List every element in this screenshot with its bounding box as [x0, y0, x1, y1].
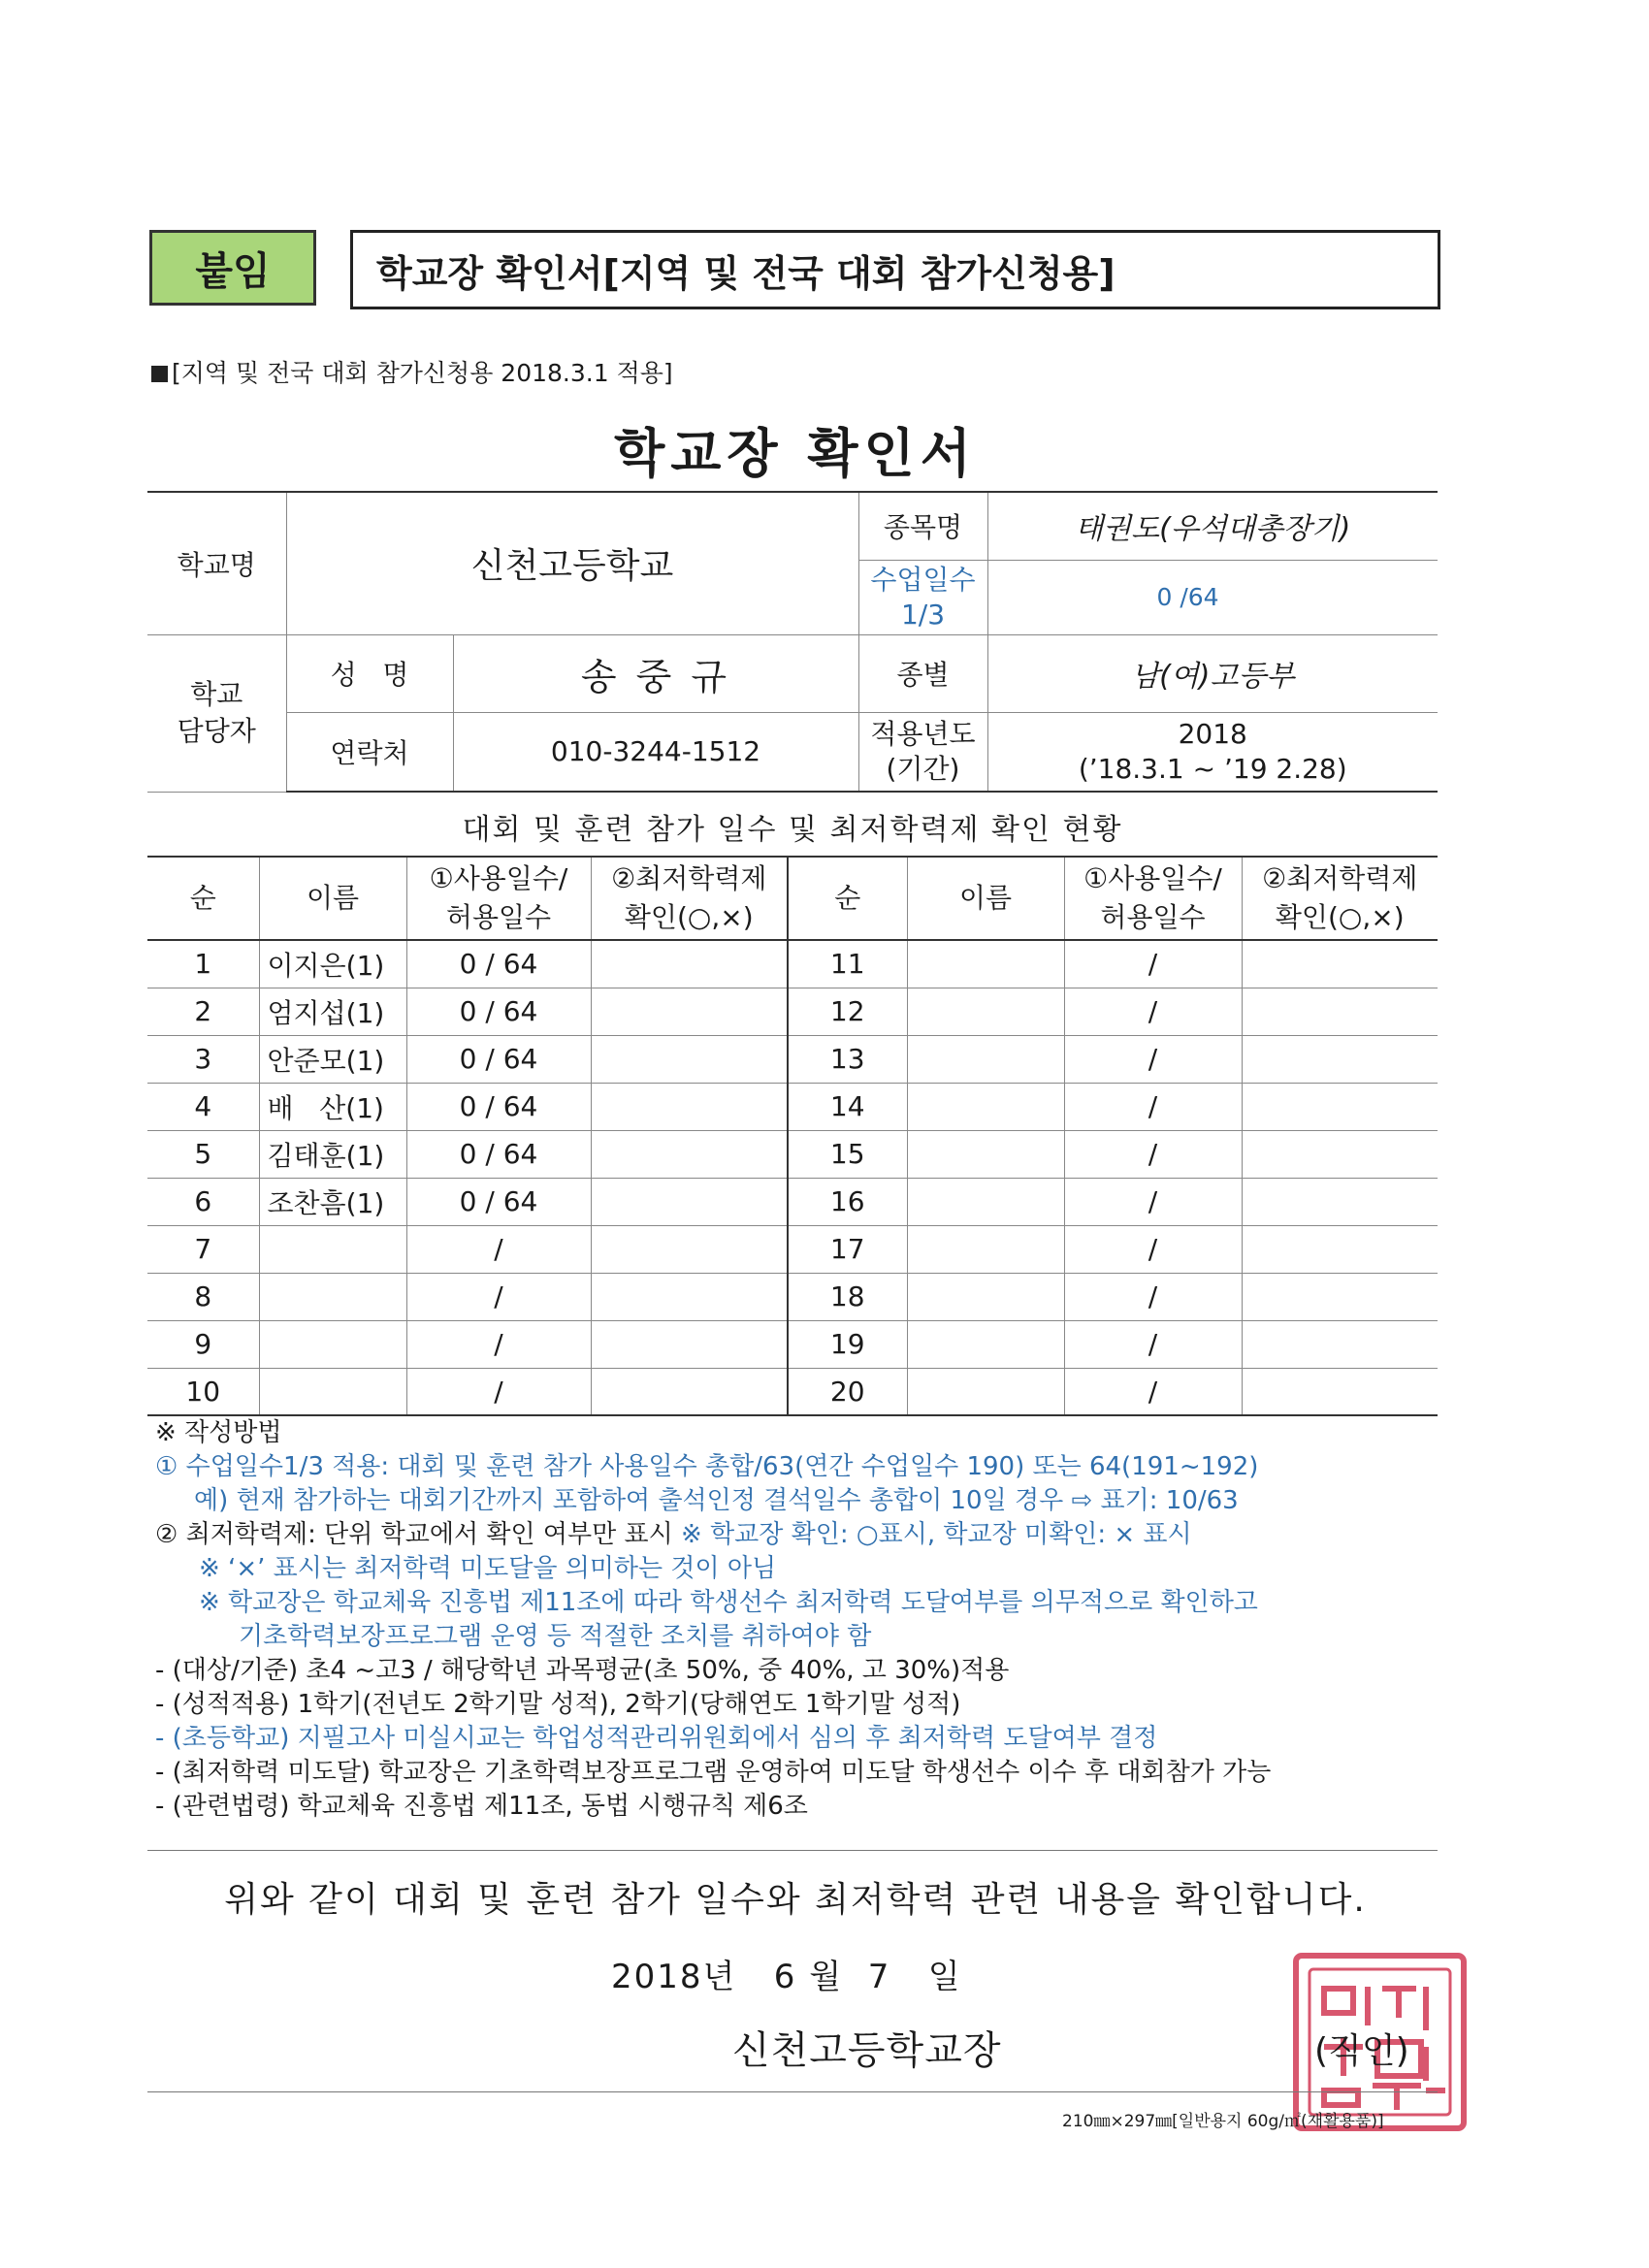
- divider-bottom: [147, 2091, 1438, 2092]
- row-days: 0 / 64: [406, 1035, 591, 1083]
- row-order: 1: [147, 940, 259, 988]
- row-name: 엄지섭(1): [259, 988, 406, 1035]
- manager-name-label: 성 명: [286, 634, 453, 712]
- row-name: [259, 1368, 406, 1415]
- row-check: [591, 1320, 788, 1368]
- row-order-right: 12: [788, 988, 907, 1035]
- sport-label: 종목명: [858, 492, 987, 560]
- header-check-line2: 확인(○,×): [624, 901, 754, 933]
- row-name-right: [907, 1035, 1064, 1083]
- row-days-right: /: [1064, 1130, 1242, 1178]
- row-name: [259, 1225, 406, 1273]
- row-name-right: [907, 1273, 1064, 1320]
- rule-unmet: - (최저학력 미도달) 학교장은 기초학력보장프로그램 운영하여 미도달 학생선수 이수 후 대회참가 가능: [155, 1758, 1272, 1787]
- row-check-right: [1242, 1225, 1438, 1273]
- row-days-right: /: [1064, 1320, 1242, 1368]
- row-days: /: [406, 1320, 591, 1368]
- row-name-right: [907, 940, 1064, 988]
- row-days-right: /: [1064, 1035, 1242, 1083]
- row-days: /: [406, 1368, 591, 1415]
- class-days-value: 0 /64: [987, 560, 1438, 634]
- year-value-line2: (’18.3.1 ~ ’19 2.28): [1078, 752, 1347, 785]
- manager-label: [147, 634, 286, 792]
- instructions-title: ※ 작성방법: [155, 1418, 282, 1447]
- manager-label-line1: 학교: [190, 678, 243, 710]
- row-name-right: [907, 1083, 1064, 1130]
- square-bullet-icon: [151, 366, 168, 382]
- row-name: 배 산(1): [259, 1083, 406, 1130]
- row-days-right: /: [1064, 1178, 1242, 1225]
- header-name-right: 이름: [907, 857, 1064, 940]
- seal-label: (직인): [1314, 2031, 1409, 2071]
- header-order-right: 순: [788, 857, 907, 940]
- participants-table: [147, 856, 1438, 1416]
- rule-target: - (대상/기준) 초4 ~고3 / 해당학년 과목평균(초 50%, 중 40%, 고 30%)적용: [155, 1656, 1010, 1685]
- header-days-right-line1: ①사용일수/: [1083, 862, 1222, 894]
- header-days-right-line2: 허용일수: [1100, 901, 1206, 933]
- header-days-line1: ①사용일수/: [429, 862, 568, 894]
- header-check: [591, 857, 788, 940]
- school-info-table: [147, 491, 1438, 793]
- instruction-2-note: ※ 학교장 확인: ○표시, 학교장 미확인: × 표시: [681, 1520, 1192, 1549]
- header-check-right-line2: 확인(○,×): [1275, 901, 1405, 933]
- instruction-1: ① 수업일수1/3 적용: 대회 및 훈련 참가 사용일수 총합/63(연간 수업일수 190) 또는 64(191~192): [155, 1452, 1259, 1481]
- confirmation-statement: 위와 같이 대회 및 훈련 참가 일수와 최저학력 관련 내용을 확인합니다.: [224, 1880, 1367, 1920]
- row-name-right: [907, 1320, 1064, 1368]
- attachment-label: 붙임: [149, 230, 316, 306]
- row-days-right: /: [1064, 988, 1242, 1035]
- row-order-right: 13: [788, 1035, 907, 1083]
- header-order: 순: [147, 857, 259, 940]
- table-row: [147, 1083, 1438, 1130]
- table-row: [147, 988, 1438, 1035]
- row-name: [259, 1273, 406, 1320]
- header-days: [406, 857, 591, 940]
- rule-law: - (관련법령) 학교체육 진흥법 제11조, 동법 시행규칙 제6조: [155, 1792, 808, 1821]
- instruction-1-example: 예) 현재 참가하는 대회기간까지 포함하여 출석인정 결석일수 총합이 10일 경우 ⇨ 표기: 10/63: [194, 1486, 1239, 1515]
- issue-date: 2018년 6 월 7 일: [611, 1958, 962, 1996]
- row-name: 이지은(1): [259, 940, 406, 988]
- instructions: [155, 1416, 1455, 1824]
- row-name-right: [907, 1368, 1064, 1415]
- row-check-right: [1242, 1178, 1438, 1225]
- principal-signature: 신천고등학교장: [732, 2028, 1002, 2073]
- applicability-note: [151, 354, 673, 389]
- table-row: [147, 1320, 1438, 1368]
- row-days-right: /: [1064, 1273, 1242, 1320]
- header-title: 학교장 확인서[지역 및 전국 대회 참가신청용]: [350, 230, 1440, 309]
- row-check: [591, 1083, 788, 1130]
- header-days-right: [1064, 857, 1242, 940]
- row-check-right: [1242, 1320, 1438, 1368]
- table-row: [147, 1225, 1438, 1273]
- contact-value: 010-3244-1512: [453, 712, 858, 792]
- row-order-right: 19: [788, 1320, 907, 1368]
- row-name: 김태훈(1): [259, 1130, 406, 1178]
- row-days: 0 / 64: [406, 940, 591, 988]
- instruction-2-remark: ※ ‘×’ 표시는 최저학력 미도달을 의미하는 것이 아님: [199, 1554, 777, 1583]
- divider: [147, 1850, 1438, 1851]
- row-order: 9: [147, 1320, 259, 1368]
- row-name-right: [907, 1178, 1064, 1225]
- row-check: [591, 988, 788, 1035]
- header-check-right: [1242, 857, 1438, 940]
- row-days-right: /: [1064, 940, 1242, 988]
- row-check: [591, 1273, 788, 1320]
- row-name: 조찬흠(1): [259, 1178, 406, 1225]
- row-order: 2: [147, 988, 259, 1035]
- table-row: [147, 1035, 1438, 1083]
- school-name-value: 신천고등학교: [286, 492, 858, 634]
- row-check: [591, 1368, 788, 1415]
- row-days: /: [406, 1273, 591, 1320]
- row-order: 3: [147, 1035, 259, 1083]
- header-check-right-line1: ②최저학력제: [1262, 862, 1418, 894]
- row-order-right: 16: [788, 1178, 907, 1225]
- row-order: 10: [147, 1368, 259, 1415]
- contact-label: 연락처: [286, 712, 453, 792]
- row-order-right: 14: [788, 1083, 907, 1130]
- row-days: 0 / 64: [406, 1130, 591, 1178]
- table-row: [147, 1273, 1438, 1320]
- row-days: /: [406, 1225, 591, 1273]
- header-days-line2: 허용일수: [445, 901, 552, 933]
- paper-spec: 210㎜×297㎜[일반용지 60g/㎡(재활용품)]: [1062, 2112, 1384, 2131]
- instruction-2: [155, 1518, 1455, 1552]
- note-text: [지역 및 전국 대회 참가신청용 2018.3.1 적용]: [172, 359, 673, 387]
- row-order-right: 17: [788, 1225, 907, 1273]
- row-check: [591, 1130, 788, 1178]
- class-days-label: [858, 560, 987, 634]
- instruction-2-principal-duty: ※ 학교장은 학교체육 진흥법 제11조에 따라 학생선수 최저학력 도달여부를 의무적으로 확인하고: [199, 1588, 1258, 1617]
- class-days-label-line2: 1/3: [900, 598, 946, 631]
- year-label: [858, 712, 987, 792]
- header-name: 이름: [259, 857, 406, 940]
- row-order-right: 15: [788, 1130, 907, 1178]
- manager-name-value: 송 중 규: [453, 634, 858, 712]
- year-label-line2: (기간): [886, 752, 960, 785]
- row-days-right: /: [1064, 1368, 1242, 1415]
- row-check-right: [1242, 940, 1438, 988]
- row-order: 5: [147, 1130, 259, 1178]
- row-check: [591, 1035, 788, 1083]
- gender-label: 종별: [858, 634, 987, 712]
- row-order-right: 18: [788, 1273, 907, 1320]
- row-days: 0 / 64: [406, 988, 591, 1035]
- year-value-line1: 2018: [1178, 717, 1247, 750]
- table-row: [147, 1368, 1438, 1415]
- row-name: 안준모(1): [259, 1035, 406, 1083]
- rule-grades: - (성적적용) 1학기(전년도 2학기말 성적), 2학기(당해연도 1학기말 성적): [155, 1690, 961, 1719]
- year-value: [987, 712, 1438, 792]
- row-name-right: [907, 1130, 1064, 1178]
- table-row: [147, 1178, 1438, 1225]
- header-check-line1: ②최저학력제: [611, 862, 767, 894]
- row-name-right: [907, 988, 1064, 1035]
- row-order: 6: [147, 1178, 259, 1225]
- row-name-right: [907, 1225, 1064, 1273]
- row-check: [591, 1178, 788, 1225]
- row-order: 4: [147, 1083, 259, 1130]
- document-title: 학교장 확인서: [614, 423, 977, 484]
- row-check: [591, 1225, 788, 1273]
- row-check-right: [1242, 1130, 1438, 1178]
- row-check-right: [1242, 1368, 1438, 1415]
- class-days-label-line1: 수업일수: [870, 563, 976, 596]
- instruction-2-text: ② 최저학력제: 단위 학교에서 확인 여부만 표시: [155, 1520, 682, 1549]
- row-days-right: /: [1064, 1225, 1242, 1273]
- school-name-label: 학교명: [147, 492, 286, 634]
- table-subtitle: 대회 및 훈련 참가 일수 및 최저학력제 확인 현황: [462, 813, 1123, 847]
- gender-value: 남(여)고등부: [987, 634, 1438, 712]
- row-days-right: /: [1064, 1083, 1242, 1130]
- rule-elementary: - (초등학교) 지필고사 미실시교는 학업성적관리위원회에서 심의 후 최저학력 도달여부 결정: [155, 1724, 1158, 1753]
- manager-label-line2: 담당자: [177, 715, 256, 747]
- row-order-right: 11: [788, 940, 907, 988]
- row-order: 7: [147, 1225, 259, 1273]
- row-check: [591, 940, 788, 988]
- sport-value: 태권도(우석대총장기): [987, 492, 1438, 560]
- row-check-right: [1242, 1035, 1438, 1083]
- table-row: [147, 940, 1438, 988]
- row-order: 8: [147, 1273, 259, 1320]
- table-row: [147, 1130, 1438, 1178]
- row-days: 0 / 64: [406, 1178, 591, 1225]
- year-label-line1: 적용년도: [870, 717, 976, 750]
- row-days: 0 / 64: [406, 1083, 591, 1130]
- row-check-right: [1242, 1083, 1438, 1130]
- instruction-2-principal-duty-cont: 기초학력보장프로그램 운영 등 적절한 조치를 취하여야 함: [239, 1622, 872, 1651]
- row-check-right: [1242, 1273, 1438, 1320]
- row-check-right: [1242, 988, 1438, 1035]
- row-name: [259, 1320, 406, 1368]
- row-order-right: 20: [788, 1368, 907, 1415]
